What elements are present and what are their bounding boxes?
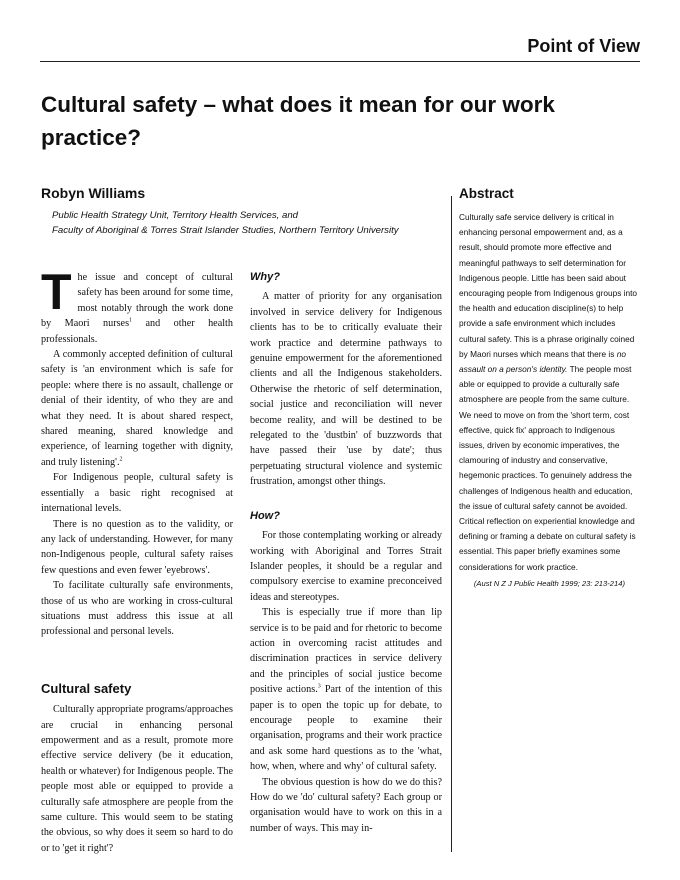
- paragraph: [250, 605, 442, 774]
- subheading: How?: [250, 509, 280, 522]
- footnote-ref: 3: [317, 683, 321, 690]
- column-divider: [451, 196, 452, 852]
- paragraph-text: Part of the intention of this paper is to open the topic up for debate, to encourage people to examine their organisation, programs and their work practice and ask some hard questions as to the 'what, how, when, where and why' of cultural safety.: [250, 684, 442, 773]
- paragraph: To facilitate culturally safe environments, those of us who are working in cross-cultural situations must address this issue at all professional and personal levels.: [41, 580, 233, 638]
- drop-cap: T: [41, 264, 72, 320]
- abstract-body: [459, 210, 639, 591]
- paragraph: Culturally appropriate programs/approaches are crucial in enhancing personal empowerment and as a result, promote more effective service delivery (be it education, health or whatever) for Indigenous people. The people most able or equipped to provide a culturally safe atmosphere are people from the same culture. This would seem to be stating the obvious, so why does it seem so hard to do or to 'get it right'?: [41, 704, 233, 854]
- citation: (Aust N Z J Public Health 1999; 23: 213-214): [473, 578, 625, 588]
- subheading: Why?: [250, 271, 280, 283]
- author-name: Robyn Williams: [41, 185, 146, 201]
- header-rule: [40, 61, 640, 62]
- abstract-panel: [459, 186, 639, 591]
- paragraph: The obvious question is how do we do this? How do we 'do' cultural safety? Each group or organisation would have to work on this in a number of ways. This may in-: [250, 776, 442, 834]
- abstract-title: Abstract: [459, 186, 514, 201]
- abstract-text-part: Culturally safe service delivery is critical in enhancing personal empowerment and, as a result, should promote more effective and meaningful pathways to self determination for Indigenous people. Little has been said about encouraging people from Indigenous groups into the health and education discipline(s) to help provide a safe environment which includes cultural safety. This is a phrase originally coined by Maori nurses which means that there is: [459, 212, 638, 359]
- paragraph: For those contemplating working or already working with Aboriginal and Torres Strait Islander peoples, it should be a regular and compulsory exercise to examine preconceived ideas and stereotypes.: [250, 530, 442, 603]
- paragraph: A matter of priority for any organisation involved in service delivery for Indigenous clients has to be to critically evaluate their work practice and determine pathways to genuine empowerment for the aforementioned clients and all the Indigenous stakeholders. Otherwise the rhetoric of self determination, social justice and reconciliation will never become reality, and will be destined to be relegated to the 'dustbin' of buzzwords that have passed their 'use by date'; thus perpetuating structural violence and systemic frustration, amongst other things.: [250, 291, 442, 488]
- paragraph-text: This is especially true if more than lip service is to be paid and for rhetoric to become action in overcoming racist attitudes and discrimination practices in service delivery and the principles of social justice become positive actions.: [250, 607, 442, 696]
- abstract-text-part: The people most able or equipped to provide a culturally safe atmosphere are people from the same culture. We need to move on from the 'short term, cost effective, quick fix' approach to Indigenous issues, driven by economic imperatives, the clamouring of industry and conservative, hegemonic practices. To genuinely address the challenges of Indigenous health and education, the issue of cultural safety cannot be avoided. Critical reflection on experiential knowledge and defining or framing a debate on cultural safety is essential. This paper briefly examines some considerations for work practice.: [459, 364, 636, 572]
- affiliation: [52, 208, 452, 238]
- affiliation-line: Public Health Strategy Unit, Territory Health Services, and: [52, 210, 298, 221]
- body-column-left: [41, 264, 233, 856]
- footnote-ref: 2: [119, 456, 123, 463]
- paragraph-text: A commonly accepted definition of cultural safety is 'an environment which is safe for people: where there is no assault, challenge or denial of their identity, of who they are and what they need. It is about shared respect, shared meaning, shared knowledge and experience, of learning together with dignity, and truly listening'.: [41, 349, 233, 468]
- body-column-middle: [250, 270, 442, 836]
- article-title: Cultural safety – what does it mean for our work practice?: [41, 92, 555, 150]
- section-heading: Cultural safety: [41, 680, 132, 696]
- section-label: Point of View: [527, 36, 640, 56]
- paragraph: For Indigenous people, cultural safety is essentially a basic right recognised at international levels.: [41, 472, 233, 515]
- abstract-text: [459, 210, 639, 575]
- affiliation-line: Faculty of Aboriginal & Torres Strait Islander Studies, Northern Territory University: [52, 225, 399, 236]
- paragraph: [41, 347, 233, 470]
- footnote-ref: 1: [129, 317, 133, 324]
- paragraph-text: he issue and concept of cultural safety has been around for some time, most notably through the work done by Maori nurses: [41, 272, 233, 330]
- paragraph: [41, 264, 233, 347]
- paragraph-text: and other health professionals.: [41, 318, 233, 345]
- abstract-emphasis: no assault on a person's identity.: [459, 348, 626, 375]
- paragraph: There is no question as to the validity, or any lack of understanding. However, for many non-Indigenous people, cultural safety raises few questions and even fewer 'eyebrows'.: [41, 518, 233, 576]
